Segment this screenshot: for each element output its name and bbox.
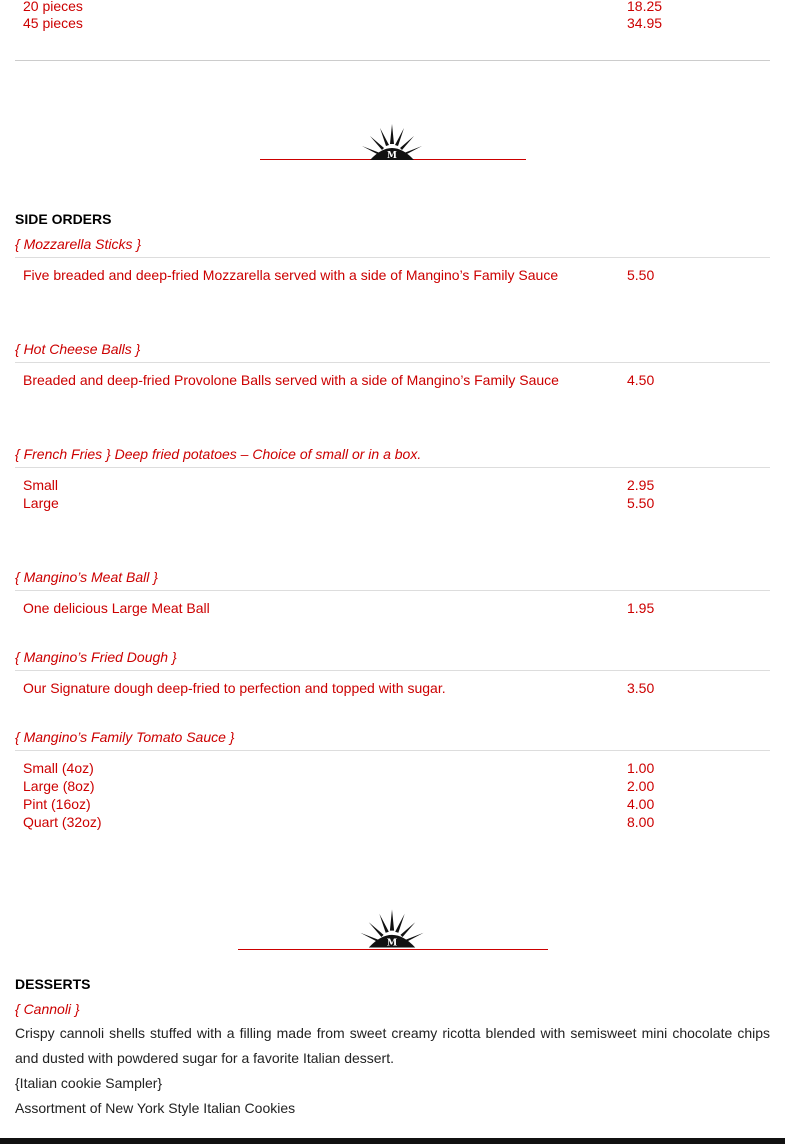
item-desc: Crispy cannoli shells stuffed with a filling made from sweet creamy ricotta blended with semisweet mini chocolate chips and dusted with powdered sugar for a favorite Italian dessert. [15,1025,770,1066]
item-desc: Our Signature dough deep-fried to perfection and topped with sugar. [23,680,446,696]
item-price: 3.50 [627,680,655,696]
list-item [23,599,770,617]
sunburst-logo-icon [356,122,428,160]
item-divider [15,467,770,468]
item-price: 1.00 [627,760,655,776]
list-item [23,813,770,831]
list-item [23,795,770,813]
item-label: Pint (16oz) [23,796,91,812]
item-price: 4.00 [627,796,655,812]
item-title: { Mangino’s Meat Ball } [15,569,158,585]
logo-underline [238,949,548,950]
item-price: 8.00 [627,814,655,830]
list-item [23,777,770,795]
list-item [23,0,770,15]
item-title: { Mangino’s Fried Dough } [15,649,177,665]
logo-letter: M [386,937,398,949]
footer-bar [0,1138,785,1144]
logo-letter: M [387,151,397,160]
item-price: 4.50 [627,372,655,388]
list-item [23,679,770,697]
item-desc: Five breaded and deep-fried Mozzarella served with a side of Mangino’s Family Sauce [23,267,559,283]
item-desc: One delicious Large Meat Ball [23,600,210,616]
item-desc: Assortment of New York Style Italian Cookies [15,1100,296,1116]
item-title: { Hot Cheese Balls } [15,341,141,357]
list-item [23,14,770,32]
list-item [23,476,770,494]
item-price: 2.00 [627,778,655,794]
item-title: { Mangino’s Family Tomato Sauce } [15,729,235,745]
item-price: 18.25 [627,0,663,14]
item-label: Small (4oz) [23,760,94,776]
list-item [23,759,770,777]
item-label: Large [23,495,59,511]
item-price: 1.95 [627,600,655,616]
item-divider [15,750,770,751]
item-divider [15,257,770,258]
item-label: 45 pieces [23,15,83,31]
item-label: 20 pieces [23,0,83,14]
list-item [23,371,770,389]
item-title: { French Fries } Deep fried potatoes – Choice of small or in a box. [15,446,422,462]
item-label: Small [23,477,59,493]
item-desc: Breaded and deep-fried Provolone Balls served with a side of Mangino’s Family Sauce [23,372,559,388]
item-title: { Mozzarella Sticks } [15,236,142,252]
item-price: 5.50 [627,495,655,511]
list-item [23,494,770,512]
item-title: {Italian cookie Sampler} [15,1075,163,1091]
item-label: Quart (32oz) [23,814,102,830]
item-price: 34.95 [627,15,663,31]
item-title: { Cannoli } [15,1001,80,1017]
sunburst-logo-icon [354,906,430,949]
section-title: SIDE ORDERS [15,211,112,227]
section-divider [15,60,770,61]
item-divider [15,670,770,671]
item-price: 2.95 [627,477,655,493]
section-title: DESSERTS [15,976,91,992]
item-label: Large (8oz) [23,778,95,794]
item-divider [15,590,770,591]
item-price: 5.50 [627,267,655,283]
item-divider [15,362,770,363]
list-item [23,266,770,284]
